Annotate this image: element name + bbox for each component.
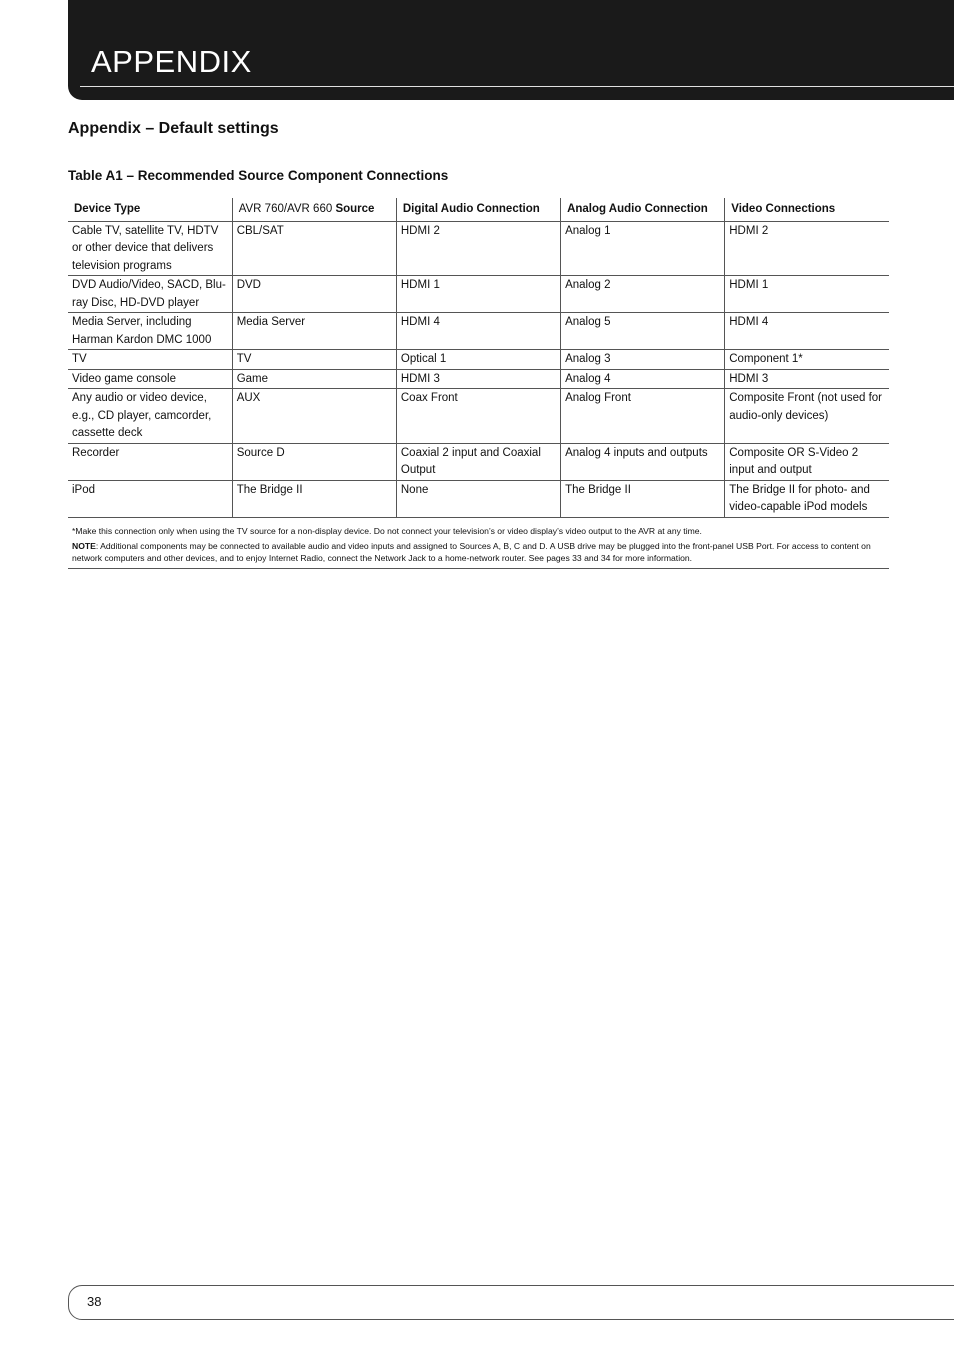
cell-video: Component 1* (725, 350, 889, 370)
cell-digital-audio: HDMI 2 (396, 221, 560, 276)
table-title: Table A1 – Recommended Source Component Connections (68, 168, 449, 183)
cell-device-type: Recorder (68, 443, 232, 480)
cell-source: The Bridge II (232, 480, 396, 517)
cell-source: AUX (232, 389, 396, 444)
cell-analog-audio: The Bridge II (561, 480, 725, 517)
cell-video: The Bridge II for photo- and video-capable iPod models (725, 480, 889, 517)
header-video-connections: Video Connections (725, 198, 889, 221)
cell-video: HDMI 1 (725, 276, 889, 313)
cell-analog-audio: Analog 1 (561, 221, 725, 276)
table-header-row (68, 198, 889, 221)
note-text: : Additional components may be connected to available audio and video inputs and assigned to Sources A, B, C and D. A USB drive may be plugged into the front-panel USB Port. For access to content on network computers and other devices, and to enjoy Internet Radio, connect the Network Jack to a home-network router. See pages 33 and 34 for more information. (72, 541, 871, 563)
header-device-type: Device Type (68, 198, 232, 221)
table-notes (68, 521, 889, 569)
table-row (68, 369, 889, 389)
note-paragraph (72, 540, 885, 564)
page-header-title: APPENDIX (91, 44, 252, 79)
section-title: Appendix – Default settings (68, 120, 279, 137)
header-source: AVR 760/AVR 660 Source (232, 198, 396, 221)
cell-source: CBL/SAT (232, 221, 396, 276)
cell-device-type: Media Server, including Harman Kardon DMC 1000 (68, 313, 232, 350)
cell-video: HDMI 2 (725, 221, 889, 276)
table-row (68, 221, 889, 276)
cell-analog-audio: Analog Front (561, 389, 725, 444)
footer-box (68, 1285, 954, 1320)
cell-digital-audio: Optical 1 (396, 350, 560, 370)
cell-video: Composite OR S-Video 2 input and output (725, 443, 889, 480)
cell-device-type: iPod (68, 480, 232, 517)
cell-analog-audio: Analog 4 (561, 369, 725, 389)
cell-digital-audio: Coax Front (396, 389, 560, 444)
header-digital-audio: Digital Audio Connection (396, 198, 560, 221)
cell-source: Media Server (232, 313, 396, 350)
cell-digital-audio: HDMI 4 (396, 313, 560, 350)
cell-analog-audio: Analog 5 (561, 313, 725, 350)
table-row (68, 313, 889, 350)
cell-device-type: TV (68, 350, 232, 370)
cell-video: HDMI 3 (725, 369, 889, 389)
footnote: *Make this connection only when using the TV source for a non-display device. Do not connect your television’s or video display’s video output to the AVR at any time. (72, 526, 702, 536)
table-row (68, 389, 889, 444)
cell-device-type: Video game console (68, 369, 232, 389)
cell-video: Composite Front (not used for audio-only devices) (725, 389, 889, 444)
cell-source: DVD (232, 276, 396, 313)
cell-device-type: Any audio or video device, e.g., CD player, camcorder, cassette deck (68, 389, 232, 444)
cell-source: TV (232, 350, 396, 370)
cell-analog-audio: Analog 4 inputs and outputs (561, 443, 725, 480)
cell-digital-audio: HDMI 1 (396, 276, 560, 313)
table-row (68, 480, 889, 517)
cell-video: HDMI 4 (725, 313, 889, 350)
note-label: NOTE (72, 541, 96, 551)
table-row (68, 443, 889, 480)
cell-source: Source D (232, 443, 396, 480)
page-number: 38 (87, 1294, 102, 1309)
table-row (68, 350, 889, 370)
cell-device-type: DVD Audio/Video, SACD, Blu-ray Disc, HD-DVD player (68, 276, 232, 313)
header-rule (80, 86, 954, 87)
table-row (68, 276, 889, 313)
cell-analog-audio: Analog 2 (561, 276, 725, 313)
header-analog-audio: Analog Audio Connection (561, 198, 725, 221)
cell-digital-audio: None (396, 480, 560, 517)
cell-source: Game (232, 369, 396, 389)
cell-analog-audio: Analog 3 (561, 350, 725, 370)
connections-table (68, 198, 889, 518)
cell-device-type: Cable TV, satellite TV, HDTV or other device that delivers television programs (68, 221, 232, 276)
cell-digital-audio: Coaxial 2 input and Coaxial Output (396, 443, 560, 480)
cell-digital-audio: HDMI 3 (396, 369, 560, 389)
